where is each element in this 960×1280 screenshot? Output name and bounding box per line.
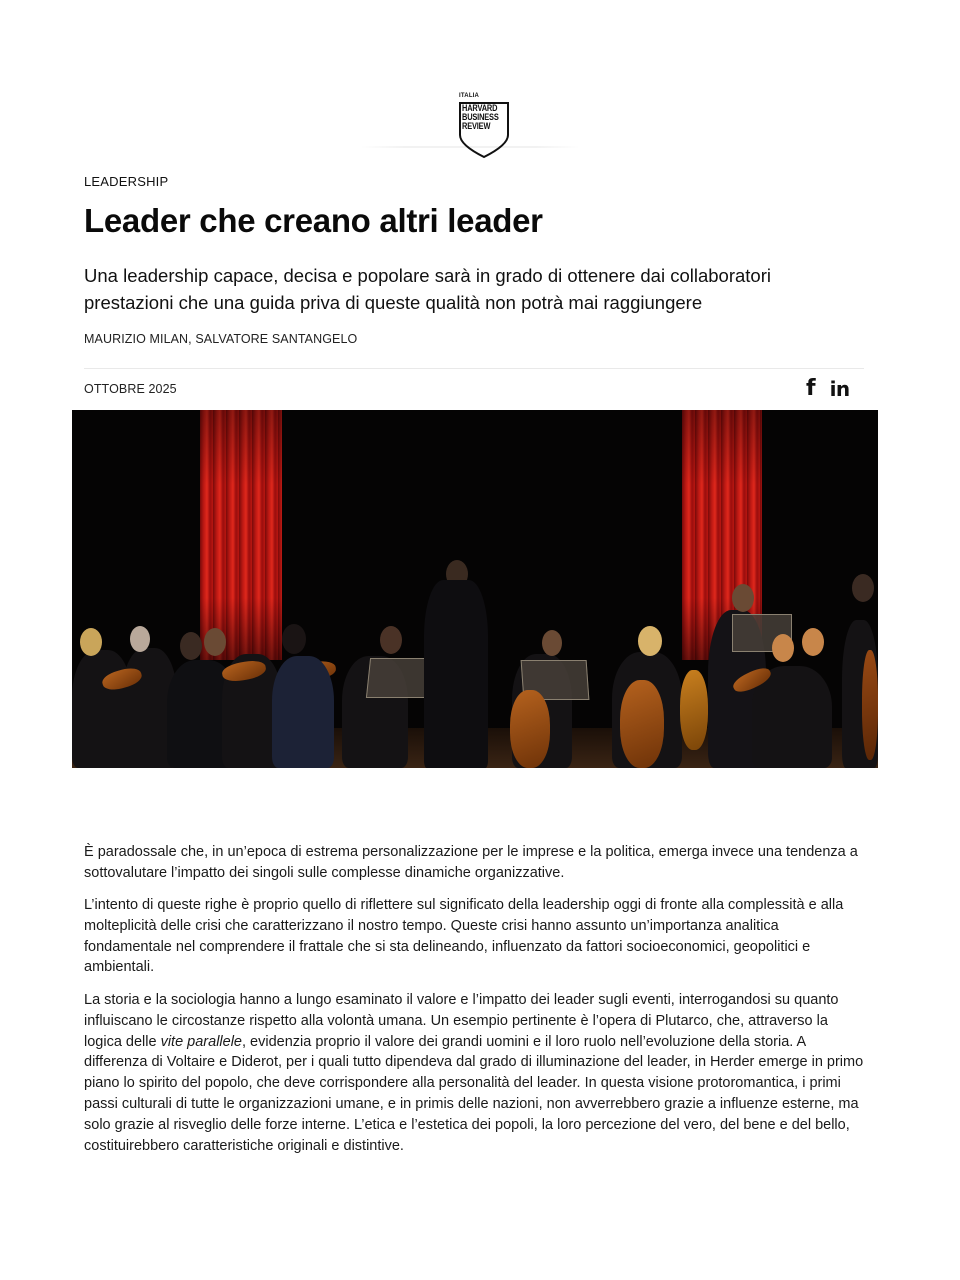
paragraph-1: È paradossale che, in un’epoca di estrema personalizzazione per le imprese e la politica, emerga invece una tendenza a sottovalutare l’impatto dei singoli sulle complesse dinamiche organizzative. [84,844,858,881]
hero-image [72,410,878,768]
facebook-share-icon[interactable]: f [806,376,816,401]
share-bar [806,378,850,400]
article-authors[interactable]: MAURIZIO MILAN, SALVATORE SANTANGELO [84,332,358,346]
article-title: Leader che creano altri leader [84,202,543,239]
article-subtitle: Una leadership capace, decisa e popolare sarà in grado di ottenere dai collaboratori prestazioni che una guida priva di queste qualità non potrà mai raggiungere [84,265,771,313]
logo-line-harvard: HARVARD [462,103,498,114]
conductor [424,580,488,768]
logo-wordmark [462,104,499,131]
section-label[interactable]: LEADERSHIP [84,174,169,189]
paragraph-3 [84,990,864,1156]
meta-divider [84,368,864,369]
paragraph-3-text-b: , evidenzia proprio il valore dei grandi uomini e il loro ruolo nell’evoluzione della storia. A differenza di Voltaire e Diderot, per i quali tutto dipendeva dal grado di illuminazione del leader, in Herder emerge in primo piano lo spirito del popolo, che deve corrispondere alla personalità del leader. In questa visione protoromantica, i primi passi culturali di tutte le organizzazioni umane, e in primis delle nazioni, non avverrebbero grazie a influenze esterne, ma solo grazie al risveglio delle forze interne. L’etica e l’estetica dei popoli, la loro percezione del vero, del bene e del bello, costituirebbero caratteristiche originali e distintive. [84,1033,864,1154]
logo-line-business: BUSINESS [462,112,499,123]
logo-line-review: REVIEW [462,121,491,132]
paragraph-3-italic: vite parallele [160,1033,242,1050]
logo-region-label: ITALIA [459,93,480,99]
paragraph-3-text-a: La storia e la sociologia hanno a lungo esaminato il valore e l’impatto dei leader sugli eventi, interrogandosi su quanto influiscano le circostanze rispetto alla volontà umana. Un esempio pertinente è l’opera di Plutarco, che, attraverso la logica delle [84,992,839,1050]
paragraph-2: L’intento di queste righe è proprio quello di riflettere sul significato della leadership oggi di fronte alla complessità e alla molteplicità delle crisi che caratterizzano il nostro tempo. Queste crisi hanno assunto un’importanza analitica fondamentale nel comprendere il frattale che si sta delineando, influenzato da fattori socioeconomici, geopolitici e ambientali. [84,897,844,976]
hbr-italia-logo[interactable] [456,93,510,161]
publish-date: OTTOBRE 2025 [84,382,177,396]
linkedin-share-icon[interactable]: in [829,377,850,401]
header-divider [360,146,580,148]
